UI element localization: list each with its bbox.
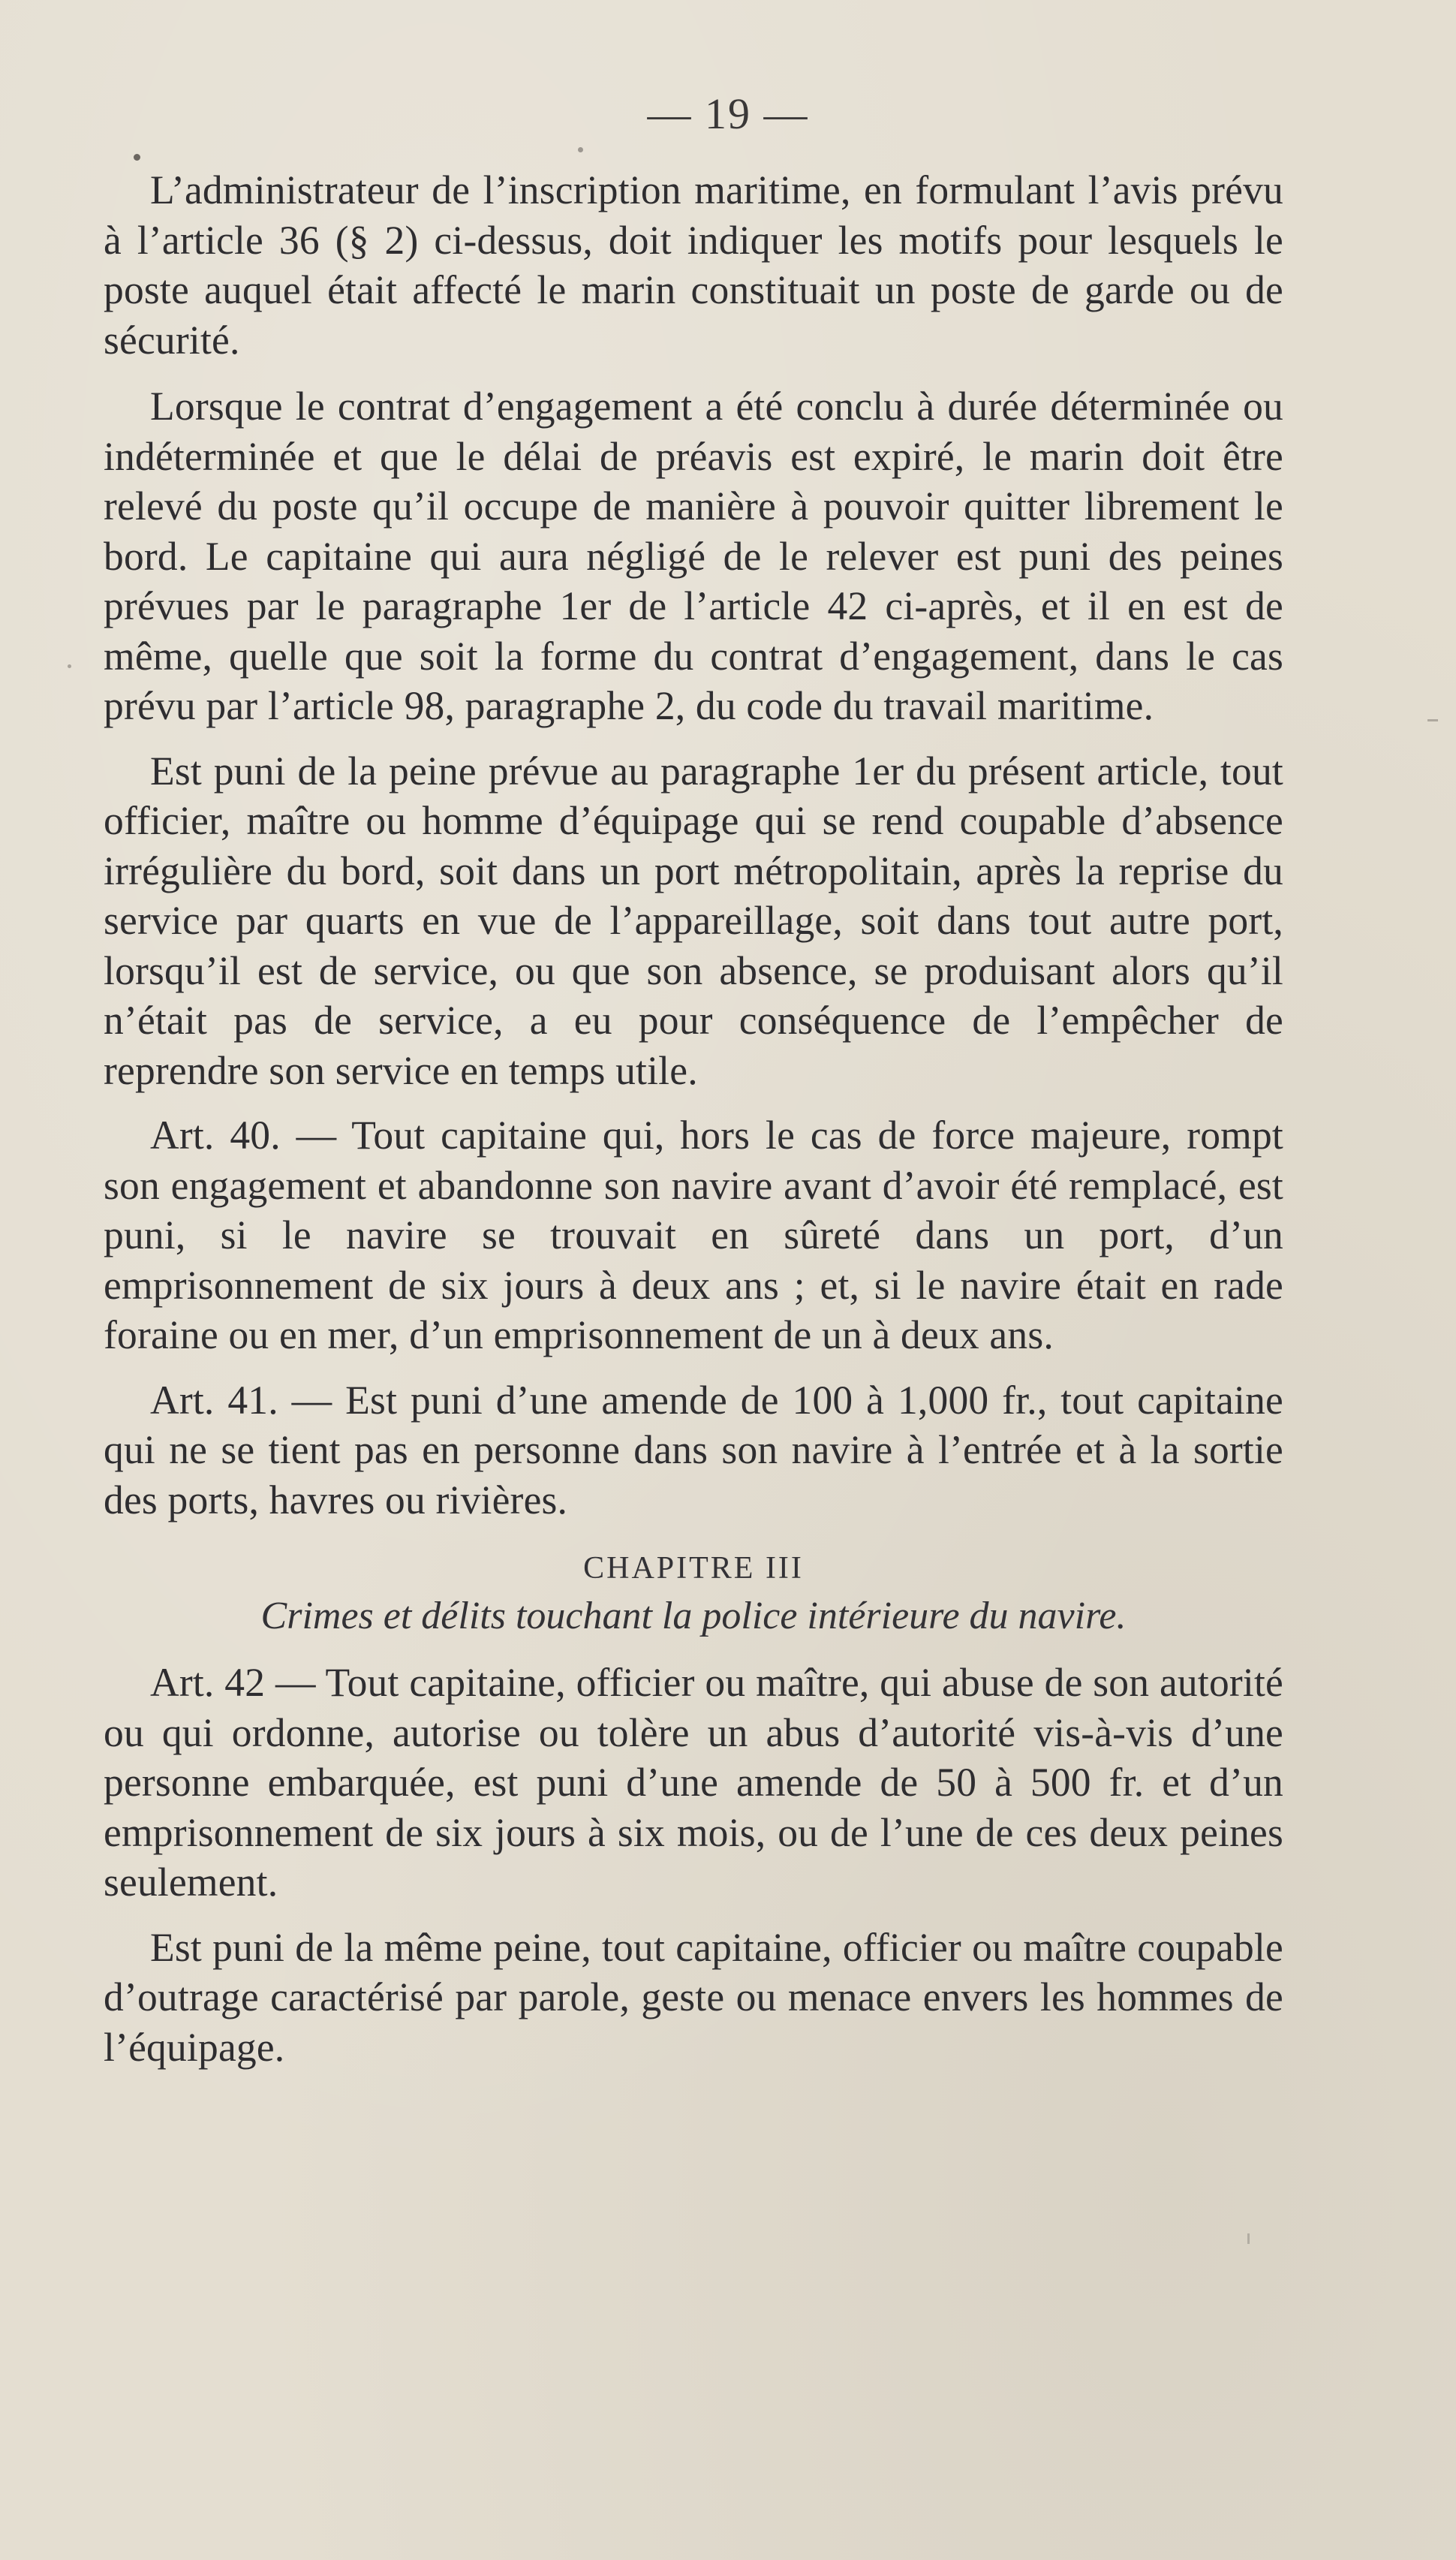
paragraph-absence-irreguliere: Est puni de la peine prévue au paragraphe 1er du présent article, tout officier, maître ou homme d’équipage qui se rend coupable d’absence irrégulière du bord, soit dans un port métropolitain, après la reprise du service par quarts en vue de l’appareillage, soit dans tout autre port, lorsqu’il est de service, ou que son absence, se produisant alors qu’il n’était pas de service, a eu pour conséquence de l’empêcher de reprendre son service en temps utile. (104, 748, 1283, 1093)
paragraph-administrateur: L’administrateur de l’inscription maritime, en formulant l’avis prévu à l’article 36 (§ 2) ci-dessus, doit indiquer les motifs pour lesquels le poste auquel était affecté le marin constituait un poste de garde ou de sécurité. (104, 167, 1283, 363)
scan-speck (578, 147, 583, 152)
scan-speck (68, 664, 71, 668)
paragraph-outrage: Est puni de la même peine, tout capitaine, officier ou maître coupable d’outrage caractérisé par parole, geste ou menace envers les hommes de l’équipage. (104, 1924, 1283, 2070)
scan-speck (134, 154, 140, 161)
page-number: — 19 — (647, 89, 809, 138)
paragraph-article-42: Art. 42 — Tout capitaine, officier ou maître, qui abuse de son autorité ou qui ordonne, autorise ou tolère un abus d’autorité vis-à-vis d’une personne embarquée, est puni d’une amende de 50 à 500 fr. et d’un emprisonnement de six jours à six mois, ou de l’une de ces deux peines seulement. (104, 1660, 1283, 1905)
paragraph-article-40: Art. 40. — Tout capitaine qui, hors le cas de force majeure, rompt son engagement et abandonne son navire avant d’avoir été remplacé, est puni, si le navire se trouvait en sûreté dans un port, d’un emprisonnement de six jours à deux ans ; et, si le navire était en rade foraine ou en mer, d’un emprisonnement de un à deux ans. (104, 1113, 1283, 1357)
chapter-title: Crimes et délits touchant la police intérieure du navire. (260, 1595, 1127, 1637)
scan-edge-mark (1427, 719, 1438, 721)
chapter-heading: CHAPITRE III (583, 1551, 804, 1586)
paragraph-article-41: Art. 41. — Est puni d’une amende de 100 à 1,000 fr., tout capitaine qui ne se tient pas en personne dans son navire à l’entrée et à la sortie des ports, havres ou rivières. (104, 1377, 1283, 1522)
paragraph-contrat-engagement: Lorsque le contrat d’engagement a été conclu à durée déterminée ou indéterminée et que le délai de préavis est expiré, le marin doit être relevé du poste qu’il occupe de manière à pouvoir quitter librement le bord. Le capitaine qui aura négligé de le relever est puni des peines prévues par le paragraphe 1er de l’article 42 ci-après, et il en est de même, quelle que soit la forme du contrat d’engagement, dans le cas prévu par l’article 98, paragraphe 2, du code du travail maritime. (104, 384, 1283, 728)
scan-edge-mark (1247, 2233, 1250, 2244)
body-text (104, 165, 1283, 2087)
